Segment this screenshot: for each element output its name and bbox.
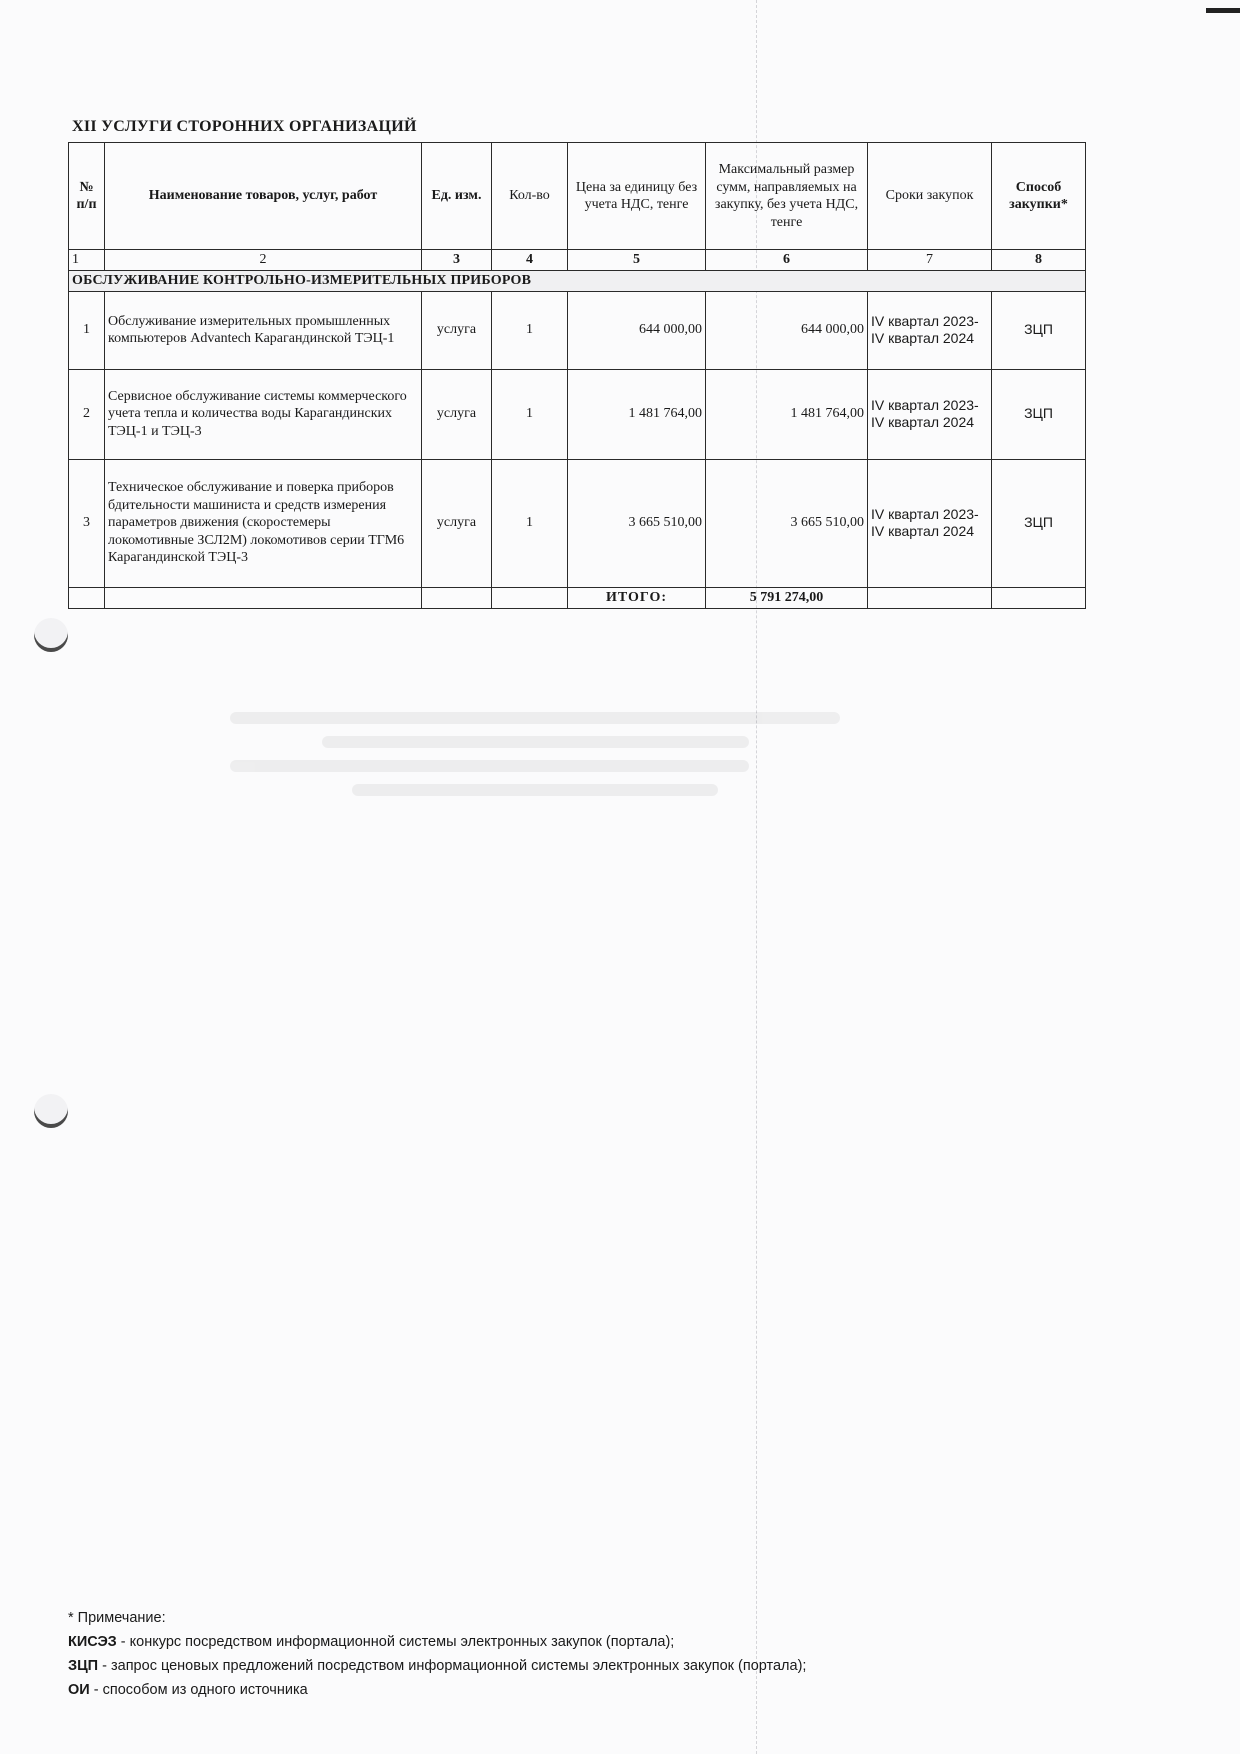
row-num: 1 — [69, 291, 105, 369]
row-term — [868, 369, 992, 459]
total-value: 5 791 274,00 — [706, 587, 868, 608]
header-method: Способ закупки* — [992, 143, 1086, 250]
row-qty: 1 — [492, 459, 568, 587]
column-number-row — [69, 250, 1086, 271]
column-number: 1 — [69, 250, 105, 271]
footnote-text: - запрос ценовых предложений посредством информационной системы электронных закупок (портала); — [98, 1658, 807, 1674]
row-amount: 3 665 510,00 — [706, 459, 868, 587]
row-qty: 1 — [492, 291, 568, 369]
row-unit: услуга — [422, 291, 492, 369]
row-method: ЗЦП — [992, 369, 1086, 459]
total-label: ИТОГО: — [568, 587, 706, 608]
category-label: ОБСЛУЖИВАНИЕ КОНТРОЛЬНО-ИЗМЕРИТЕЛЬНЫХ ПРИБОРОВ — [69, 270, 1086, 291]
column-number: 5 — [568, 250, 706, 271]
header-unit: Ед. изм. — [422, 143, 492, 250]
footnote-text: - способом из одного источника — [89, 1682, 308, 1698]
column-number: 3 — [422, 250, 492, 271]
row-price: 644 000,00 — [568, 291, 706, 369]
category-row — [69, 270, 1086, 291]
row-term-end: IV квартал 2024 — [871, 523, 975, 539]
row-amount: 1 481 764,00 — [706, 369, 868, 459]
footnote-heading: * Примечание: — [68, 1610, 166, 1626]
table-row — [69, 459, 1086, 587]
scan-edge-mark — [1206, 8, 1240, 13]
footnote-item — [68, 1630, 806, 1654]
footnote-item — [68, 1678, 806, 1702]
row-term-end: IV квартал 2024 — [871, 414, 975, 430]
column-number: 6 — [706, 250, 868, 271]
row-num: 3 — [69, 459, 105, 587]
row-unit: услуга — [422, 459, 492, 587]
row-name: Техническое обслуживание и поверка приборов бдительности машиниста и средств измерения параметров движения (скоростемеры локомотивные ЗСЛ2М) локомотивов серии ТГМ6 Карагандинской ТЭЦ-3 — [105, 459, 422, 587]
header-terms: Сроки закупок — [868, 143, 992, 250]
row-price: 1 481 764,00 — [568, 369, 706, 459]
row-term-start: IV квартал 2023- — [871, 505, 979, 522]
row-qty: 1 — [492, 369, 568, 459]
footnotes — [68, 1606, 806, 1702]
column-number: 8 — [992, 250, 1086, 271]
row-term — [868, 459, 992, 587]
row-method: ЗЦП — [992, 459, 1086, 587]
header-num: № п/п — [69, 143, 105, 250]
row-name: Сервисное обслуживание системы коммерческого учета тепла и количества воды Карагандинских ТЭЦ-1 и ТЭЦ-3 — [105, 369, 422, 459]
row-price: 3 665 510,00 — [568, 459, 706, 587]
header-qty: Кол-во — [492, 143, 568, 250]
row-term-start: IV квартал 2023- — [871, 396, 979, 413]
row-amount: 644 000,00 — [706, 291, 868, 369]
column-number: 2 — [105, 250, 422, 271]
row-unit: услуга — [422, 369, 492, 459]
procurement-table — [68, 142, 1086, 609]
row-term-end: IV квартал 2024 — [871, 330, 975, 346]
header-price: Цена за единицу без учета НДС, тенге — [568, 143, 706, 250]
row-term-start: IV квартал 2023- — [871, 312, 979, 329]
footnote-text: - конкурс посредством информационной системы электронных закупок (портала); — [116, 1634, 675, 1650]
faded-stamp-imprint — [230, 700, 840, 850]
total-row — [69, 587, 1086, 608]
row-term — [868, 291, 992, 369]
section-title: XII УСЛУГИ СТОРОННИХ ОРГАНИЗАЦИЙ — [72, 118, 417, 135]
table-row — [69, 291, 1086, 369]
column-number: 7 — [868, 250, 992, 271]
row-method: ЗЦП — [992, 291, 1086, 369]
footnote-item — [68, 1654, 806, 1678]
footnote-abbr: ЗЦП — [68, 1658, 99, 1674]
table-header-row — [69, 143, 1086, 250]
table-row — [69, 369, 1086, 459]
column-number: 4 — [492, 250, 568, 271]
punch-hole-bottom — [34, 1094, 68, 1128]
header-amount: Максимальный размер сумм, направляемых на закупку, без учета НДС, тенге — [706, 143, 868, 250]
punch-hole-top — [34, 618, 68, 652]
row-name: Обслуживание измерительных промышленных компьютеров Advantech Карагандинской ТЭЦ-1 — [105, 291, 422, 369]
footnote-abbr: КИСЭЗ — [68, 1634, 117, 1650]
header-name: Наименование товаров, услуг, работ — [105, 143, 422, 250]
row-num: 2 — [69, 369, 105, 459]
footnote-abbr: ОИ — [68, 1682, 90, 1698]
